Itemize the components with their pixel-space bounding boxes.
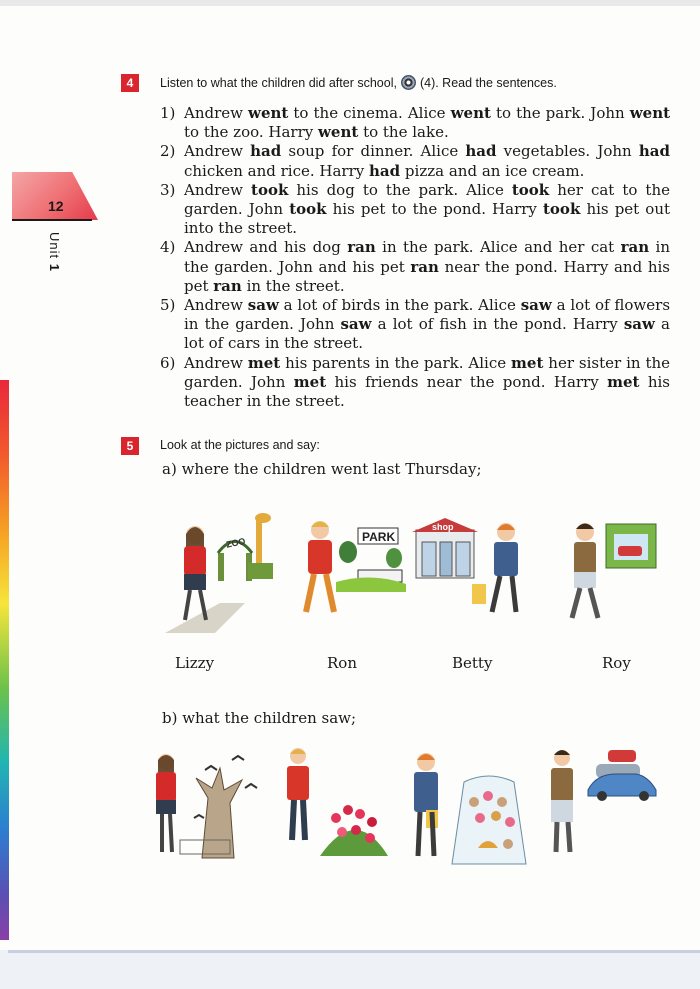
sentence-text: Andrew: [184, 353, 248, 372]
page-bottom-line: [8, 950, 700, 953]
sentence-text: a lot of cars in the street.: [184, 315, 670, 353]
sentence-text: a lot of flowers in the garden. John: [184, 296, 671, 334]
sentence-3: [160, 181, 670, 239]
giraffe-neck: [256, 520, 262, 570]
sentence-text: Andrew: [184, 104, 249, 122]
betty-shop-window-illustration: [404, 748, 534, 868]
sentence-number: 4): [160, 238, 176, 257]
past-tense-verb: met: [607, 372, 640, 391]
roy-leg-right: [590, 588, 598, 618]
sentence-text: his dog to the park. Alice: [288, 180, 512, 199]
sweet-4: [475, 813, 485, 823]
ron-leg-right-b: [303, 800, 305, 840]
roy-hair: [576, 524, 594, 530]
roy-jacket: [574, 542, 596, 574]
sentence-text: his pet out into the street.: [184, 200, 671, 238]
roy-shorts: [574, 572, 596, 588]
sweet-5: [491, 811, 501, 821]
flower-6: [351, 825, 361, 835]
unit-number: 1: [47, 263, 62, 272]
shop-door: [440, 542, 452, 576]
past-tense-verb: took: [543, 200, 581, 219]
past-tense-verb: saw: [340, 315, 372, 334]
zoo-gate-post-left: [218, 553, 224, 581]
bird-2: [232, 756, 244, 760]
betty-leg-left: [492, 576, 500, 612]
sentence-text: vegetables. John: [496, 142, 639, 161]
sentence-text: a lot of birds in the park. Alice: [278, 296, 521, 315]
ron-flowers-illustration: [276, 744, 396, 864]
sentence-text: his teacher in the street.: [184, 372, 671, 411]
sentence-text: chicken and rice. Harry: [184, 161, 370, 180]
sentence-number: 1): [160, 104, 176, 122]
sentence-1: [160, 104, 670, 142]
betty-hair-b: [417, 754, 435, 760]
exercise-4-sentence-list: [160, 104, 670, 411]
past-tense-verb: went: [629, 104, 671, 122]
flower-3: [355, 809, 365, 819]
lizzy-birds-illustration: [150, 748, 270, 868]
sentence-2: [160, 142, 670, 180]
betty-hair: [497, 524, 515, 530]
past-tense-verb: went: [318, 123, 359, 142]
lizzy-jumper: [184, 546, 206, 576]
lizzy-skirt-b: [156, 800, 176, 814]
past-tense-verb: saw: [247, 296, 279, 315]
betty-leg-left-b: [418, 812, 420, 856]
park-tree-1: [339, 541, 357, 563]
roy-leg-left-b: [556, 822, 557, 852]
shop-window-left: [422, 542, 436, 576]
unit-word: Unit: [47, 232, 62, 260]
page-top-edge: [0, 0, 700, 6]
sentence-text: Andrew: [184, 296, 248, 315]
bird-1: [205, 766, 217, 770]
lizzy-jumper-b: [156, 772, 176, 802]
sentence-text: near the pond. Harry and his pet: [184, 257, 670, 295]
betty-shop-illustration: [412, 512, 532, 642]
giraffe-head: [255, 513, 271, 523]
child-name-roy: Roy: [602, 654, 631, 672]
lizzy-leg-right-b: [170, 814, 172, 852]
sentence-text: in the garden. John and his pet: [184, 238, 671, 276]
exercise-4-instruction-text: Listen to what the children did after school,: [160, 76, 397, 90]
child-name-lizzy: Lizzy: [175, 654, 215, 672]
sweet-1: [469, 797, 479, 807]
car-wheel-front: [597, 791, 607, 801]
sentence-text: to the park. John: [490, 104, 630, 122]
ron-leg-left: [306, 574, 314, 612]
sentence-number: 3): [160, 180, 176, 199]
park-tree-2: [386, 548, 402, 568]
sentence-number: 5): [160, 296, 176, 315]
sentence-text: Andrew: [184, 180, 252, 199]
shop-window-right: [456, 542, 470, 576]
sweet-3: [497, 797, 507, 807]
roy-leg-right-b: [568, 822, 570, 852]
sentence-text: in the street.: [241, 276, 345, 295]
sentence-text: to the zoo. Harry: [184, 123, 319, 142]
past-tense-verb: had: [250, 142, 282, 161]
sentence-text: his parents in the park. Alice: [280, 353, 512, 372]
ron-jacket-b: [287, 766, 309, 800]
shop-sign: shop: [432, 522, 454, 532]
past-tense-verb: had: [465, 142, 497, 161]
sentence-text: his friends near the pond. Harry: [326, 372, 608, 391]
garage-car: [618, 546, 642, 556]
child-name-ron: Ron: [327, 654, 357, 672]
past-tense-verb: met: [511, 353, 544, 372]
past-tense-verb: met: [247, 353, 281, 372]
lizzy-zoo-illustration: [160, 508, 280, 638]
past-tense-verb: ran: [347, 238, 376, 257]
bird-4: [194, 815, 204, 818]
unit-label: [38, 232, 62, 302]
betty-bag: [472, 584, 486, 604]
past-tense-verb: took: [511, 180, 550, 199]
sentence-number: 6): [160, 353, 176, 372]
zoo-sign: ZOO: [225, 535, 247, 550]
flower-2: [343, 805, 353, 815]
past-tense-verb: ran: [410, 257, 439, 276]
page-tab-underline: [12, 219, 92, 221]
past-tense-verb: ran: [620, 238, 650, 257]
sentence-text: to the lake.: [358, 123, 449, 142]
betty-coat-b: [414, 772, 438, 812]
lizzy-leg-left: [185, 590, 190, 620]
sentence-4: [160, 238, 670, 296]
betty-leg-right: [512, 576, 516, 612]
sweet-6: [505, 817, 515, 827]
lizzy-skirt: [184, 574, 206, 590]
roy-cars-illustration: [544, 744, 664, 864]
ron-leg-right: [326, 574, 334, 612]
roy-leg-left: [572, 588, 580, 618]
car-wheel-back: [639, 791, 649, 801]
past-tense-verb: met: [293, 372, 327, 391]
sentence-text: Andrew and his dog: [184, 238, 348, 257]
exercise-4-number: 4: [121, 74, 139, 92]
flower-4: [367, 817, 377, 827]
ron-park-illustration: [296, 512, 416, 642]
sentence-text: Andrew: [184, 142, 251, 161]
exercise-5-part-a: a) where the children went last Thursday;: [162, 460, 482, 478]
sentence-text: to the cinema. Alice: [288, 104, 451, 122]
sweet-2: [483, 791, 493, 801]
betty-leg-right-b: [432, 812, 434, 856]
bird-3: [245, 784, 257, 788]
car-red: [608, 750, 636, 762]
flower-5: [337, 827, 347, 837]
sentence-6: [160, 354, 670, 412]
exercise-5-number: 5: [121, 437, 139, 455]
ron-hair: [311, 522, 329, 528]
rainbow-margin-strip: [0, 380, 9, 940]
roy-garage-illustration: [558, 512, 668, 642]
past-tense-verb: saw: [623, 315, 655, 334]
past-tense-verb: took: [251, 180, 289, 199]
ron-hair-b: [290, 749, 306, 754]
betty-coat: [494, 542, 518, 576]
flower-1: [331, 813, 341, 823]
past-tense-verb: took: [289, 200, 327, 219]
roy-shorts-b: [551, 800, 573, 822]
page-number: 12: [48, 198, 64, 214]
past-tense-verb: had: [638, 142, 670, 161]
roy-jacket-b: [551, 768, 573, 802]
flower-7: [365, 833, 375, 843]
past-tense-verb: went: [450, 104, 491, 122]
sentence-5: [160, 296, 670, 354]
roy-hair-b: [554, 750, 570, 755]
sentence-number: 2): [160, 142, 176, 161]
sentence-text: soup for dinner. Alice: [281, 142, 466, 161]
past-tense-verb: ran: [213, 276, 242, 295]
shop-display-window: [452, 776, 526, 864]
lizzy-hair-b: [158, 755, 174, 772]
page-bottom-band: [0, 950, 700, 989]
child-name-betty: Betty: [452, 654, 493, 672]
past-tense-verb: had: [369, 161, 401, 180]
past-tense-verb: saw: [520, 296, 552, 315]
ron-leg-left-b: [292, 800, 294, 840]
zoo-fence: [248, 563, 273, 579]
sweet-7: [503, 839, 513, 849]
exercise-5-instruction: Look at the pictures and say:: [160, 438, 320, 452]
exercise-4-track-text: (4). Read the sentences.: [419, 76, 557, 90]
sentence-text: her sister in the garden. John: [184, 353, 671, 391]
bare-tree: [196, 768, 242, 858]
park-sign: PARK: [362, 530, 396, 544]
sentence-text: her cat to the garden. John: [184, 180, 670, 219]
sentence-text: pizza and an ice cream.: [400, 161, 585, 180]
audio-cd-icon[interactable]: [401, 75, 416, 90]
exercise-4-instruction: [160, 75, 557, 90]
exercise-5-part-b: b) what the children saw;: [162, 709, 357, 727]
sentence-text: his pet to the pond. Harry: [326, 200, 543, 219]
ron-jacket: [308, 540, 332, 574]
sentence-text: in the park. Alice and her cat: [375, 238, 621, 257]
sentence-text: a lot of fish in the pond. Harry: [371, 315, 624, 334]
past-tense-verb: went: [248, 104, 289, 122]
